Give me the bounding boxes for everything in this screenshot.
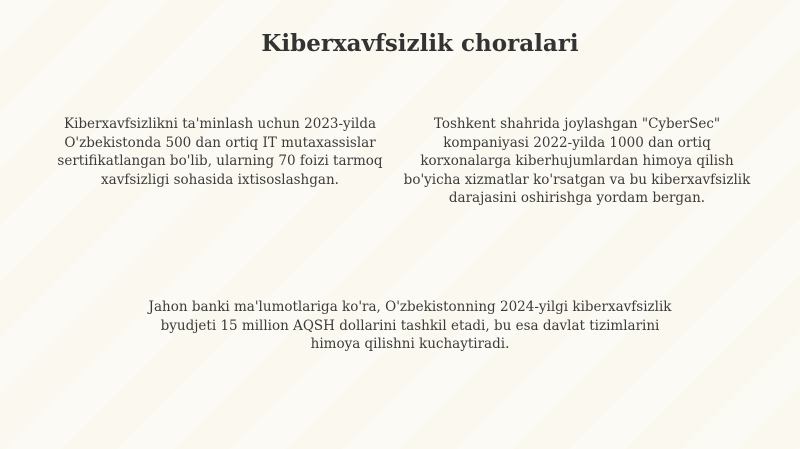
paragraph-cybersec-company: Toshkent shahrida joylashgan "CyberSec" kompaniyasi 2022-yilda 1000 dan ortiq korxonalarga kiberhujumlardan himoya qilish bo'yicha xizmatlar ko'rsatgan va bu kiberxavfsizlik darajasini oshirishga yordam bergan. — [403, 116, 751, 206]
paragraph-budget: Jahon banki ma'lumotlariga ko'ra, O'zbekistonning 2024-yilgi kiberxavfsizlik byudjeti 15 million AQSH dollarini tashkil etadi, bu esa davlat tizimlarini himoya qilishni kuchaytiradi. — [148, 299, 672, 352]
slide-title: Kiberxavfsizlik choralari — [261, 30, 579, 57]
paragraph-it-specialists: Kiberxavfsizlikni ta'minlash uchun 2023-yilda O'zbekistonda 500 dan ortiq IT mutaxassislar sertifikatlangan bo'lib, ularning 70 foizi tarmoq xavfsizligi sohasida ixtisoslashgan. — [57, 116, 383, 188]
